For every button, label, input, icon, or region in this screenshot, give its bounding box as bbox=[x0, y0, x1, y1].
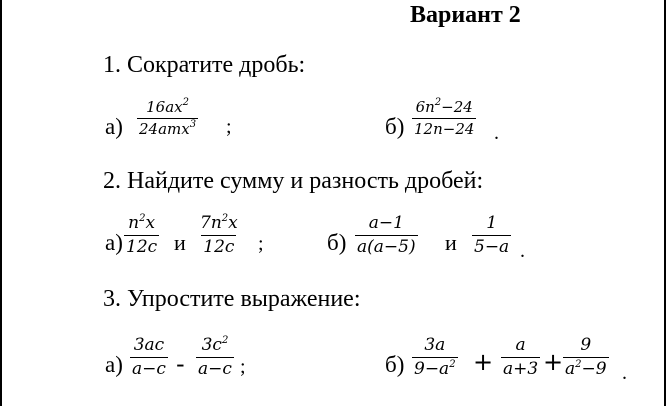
task-2b-fraction-2 bbox=[472, 215, 511, 256]
task-2a-semicolon: ; bbox=[258, 233, 264, 255]
task-1b-label: б) bbox=[385, 114, 405, 139]
fraction-denominator: 24amx$^3$ bbox=[139, 119, 197, 138]
task-3a-semicolon: ; bbox=[240, 356, 246, 378]
task-3b-fraction-1 bbox=[412, 337, 458, 378]
fraction-numerator: $6n^2-24$ bbox=[415, 97, 473, 116]
variant-title: Вариант 2 bbox=[410, 2, 521, 28]
task-3a-label: а) bbox=[105, 352, 123, 377]
task-2b-fraction-1 bbox=[355, 215, 418, 256]
fraction-numerator: 3ac bbox=[133, 335, 165, 355]
fraction-numerator: $n^2x$ bbox=[128, 213, 156, 233]
fraction-denominator: 12c bbox=[126, 237, 158, 257]
task-3b-fraction-3 bbox=[563, 337, 609, 378]
fraction-denominator: 12c bbox=[203, 237, 235, 257]
fraction-numerator: 1 bbox=[486, 213, 498, 233]
task-2-heading: 2. Найдите сумму и разность дробей: bbox=[103, 168, 484, 194]
task-3a-fraction-1 bbox=[130, 337, 168, 378]
task-2b-conjunction: и bbox=[445, 230, 457, 255]
task-2a-label: а) bbox=[105, 230, 123, 255]
fraction-denominator: a(a−5) bbox=[357, 237, 416, 257]
fraction-denominator: $9-a^2$ bbox=[414, 359, 456, 379]
task-3b-plus-1: + bbox=[473, 348, 494, 376]
task-2a-fraction-2 bbox=[198, 215, 240, 256]
task-3b-period: . bbox=[622, 362, 627, 384]
task-1b-fraction bbox=[412, 97, 476, 138]
fraction-numerator: 9 bbox=[580, 335, 592, 355]
fraction-numerator: $3c^2$ bbox=[201, 335, 229, 355]
task-2a-conjunction: и bbox=[174, 230, 186, 255]
task-1b-period: . bbox=[494, 122, 499, 144]
task-3a-minus: - bbox=[176, 350, 185, 378]
fraction-numerator: $7n^2x$ bbox=[200, 213, 238, 233]
fraction-numerator: 3a bbox=[424, 335, 446, 355]
task-2b-label: б) bbox=[327, 230, 347, 255]
task-1a-fraction bbox=[137, 97, 198, 138]
task-3b-fraction-2 bbox=[501, 337, 540, 378]
fraction-denominator: a−c bbox=[198, 359, 232, 379]
task-1a-semicolon: ; bbox=[226, 116, 232, 138]
task-1a-label: а) bbox=[105, 114, 123, 139]
task-3a-fraction-2 bbox=[196, 337, 234, 378]
fraction-denominator: $a^2-9$ bbox=[565, 359, 607, 379]
task-3b-label: б) bbox=[385, 352, 405, 377]
task-3b-plus-2: + bbox=[543, 348, 564, 376]
left-border bbox=[0, 0, 2, 406]
task-2b-period: . bbox=[520, 240, 525, 262]
fraction-denominator: 5−a bbox=[474, 237, 510, 257]
task-3-heading: 3. Упростите выражение: bbox=[103, 286, 361, 312]
task-2a-fraction-1 bbox=[124, 215, 159, 256]
fraction-numerator: a−1 bbox=[368, 213, 404, 233]
fraction-numerator: a bbox=[515, 335, 526, 355]
fraction-denominator: 12n−24 bbox=[414, 120, 475, 138]
fraction-numerator: $16ax^2$ bbox=[146, 97, 189, 116]
task-1-heading: 1. Сократите дробь: bbox=[103, 52, 306, 78]
fraction-denominator: a+3 bbox=[503, 359, 539, 379]
fraction-denominator: a−c bbox=[132, 359, 166, 379]
